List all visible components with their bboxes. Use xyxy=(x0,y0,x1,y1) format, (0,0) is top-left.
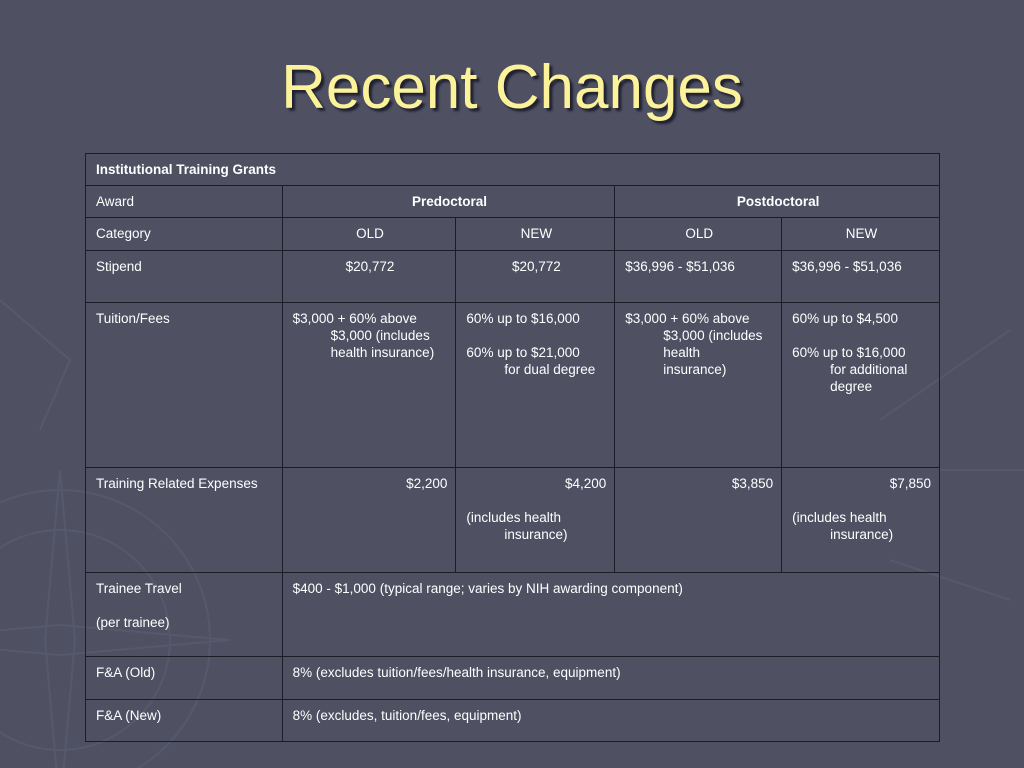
table-row-category xyxy=(86,218,940,251)
table-caption: Institutional Training Grants xyxy=(96,162,277,177)
tuition-pre-old-cell xyxy=(282,303,456,468)
training-grants-table xyxy=(85,153,940,742)
col-header-pre-old: OLD xyxy=(356,226,384,241)
table-row-fa-new xyxy=(86,700,940,742)
postdoctoral-header: Postdoctoral xyxy=(736,194,820,209)
tre-label: Training Related Expenses xyxy=(96,476,258,491)
travel-value-cell xyxy=(282,573,939,657)
fa-old-label-cell xyxy=(86,657,283,700)
travel-label: Trainee Travel xyxy=(96,581,182,596)
tre-pre-old-cell xyxy=(282,468,456,573)
tre-pre-new-note-line1: (includes health xyxy=(466,510,561,525)
col-header-post-new-cell xyxy=(782,218,940,251)
fa-new-value: 8% (excludes, tuition/fees, equipment) xyxy=(292,708,522,723)
tre-post-old-cell xyxy=(615,468,782,573)
award-label: Award xyxy=(96,194,135,209)
travel-label-sub: (per trainee) xyxy=(96,615,170,630)
tre-label-cell xyxy=(86,468,283,573)
travel-value: $400 - $1,000 (typical range; varies by NIH awarding component) xyxy=(292,581,683,596)
tre-post-new-note-line1: (includes health xyxy=(792,510,887,525)
tuition-post-new-line4: degree xyxy=(830,379,873,394)
tuition-pre-new-line1: 60% up to $16,000 xyxy=(466,311,580,326)
table-row-award xyxy=(86,186,940,218)
travel-label-cell xyxy=(86,573,283,657)
col-header-post-new: NEW xyxy=(845,226,878,241)
predoctoral-header-cell xyxy=(282,186,615,218)
stipend-post-new: $36,996 - $51,036 xyxy=(792,259,902,274)
tre-pre-old: $2,200 xyxy=(406,476,448,491)
tuition-post-new-line1: 60% up to $4,500 xyxy=(792,311,898,326)
stipend-label-cell xyxy=(86,251,283,303)
table-row-travel xyxy=(86,573,940,657)
fa-new-label: F&A (New) xyxy=(96,708,162,723)
col-header-post-old: OLD xyxy=(685,226,714,241)
tuition-post-old-line3: health xyxy=(663,345,701,360)
award-label-cell xyxy=(86,186,283,218)
tuition-pre-new-cell xyxy=(456,303,615,468)
col-header-pre-new: NEW xyxy=(520,226,553,241)
stipend-pre-new: $20,772 xyxy=(511,259,561,274)
tuition-pre-new-line2: 60% up to $21,000 xyxy=(466,345,580,360)
col-header-pre-old-cell xyxy=(282,218,456,251)
tre-pre-new-cell xyxy=(456,468,615,573)
postdoctoral-header-cell xyxy=(615,186,940,218)
stipend-post-new-cell xyxy=(782,251,940,303)
stipend-post-old-cell xyxy=(615,251,782,303)
slide-title: Recent Changes xyxy=(281,53,743,122)
tre-pre-new-note-line2: insurance) xyxy=(504,527,568,542)
fa-new-value-cell xyxy=(282,700,939,742)
tuition-pre-new-line3: for dual degree xyxy=(504,362,596,377)
tuition-post-old-line2: $3,000 (includes xyxy=(663,328,763,343)
fa-old-label: F&A (Old) xyxy=(96,665,156,680)
category-label: Category xyxy=(96,226,151,241)
stipend-label: Stipend xyxy=(96,259,142,274)
tre-post-new: $7,850 xyxy=(889,476,931,491)
tuition-pre-old-line2: $3,000 (includes xyxy=(330,328,430,343)
fa-new-label-cell xyxy=(86,700,283,742)
tuition-post-old-cell xyxy=(615,303,782,468)
tuition-post-new-cell xyxy=(782,303,940,468)
tuition-post-new-line3: for additional xyxy=(830,362,908,377)
table-row-caption xyxy=(86,154,940,186)
stipend-pre-new-cell xyxy=(456,251,615,303)
tre-post-new-cell xyxy=(782,468,940,573)
stipend-pre-old: $20,772 xyxy=(345,259,395,274)
tre-pre-new: $4,200 xyxy=(564,476,607,491)
caption-cell xyxy=(86,154,940,186)
stipend-pre-old-cell xyxy=(282,251,456,303)
tre-post-old: $3,850 xyxy=(731,476,774,491)
tuition-pre-old-line3: health insurance) xyxy=(330,345,435,360)
table-row-stipend xyxy=(86,251,940,303)
predoctoral-header: Predoctoral xyxy=(411,194,487,209)
tuition-label-cell xyxy=(86,303,283,468)
tre-post-new-note-line2: insurance) xyxy=(830,527,894,542)
col-header-post-old-cell xyxy=(615,218,782,251)
fa-old-value: 8% (excludes tuition/fees/health insurance, equipment) xyxy=(292,665,621,680)
table-row-tuition xyxy=(86,303,940,468)
tuition-post-new-line2: 60% up to $16,000 xyxy=(792,345,906,360)
table-row-training-expenses xyxy=(86,468,940,573)
table-row-fa-old xyxy=(86,657,940,700)
fa-old-value-cell xyxy=(282,657,939,700)
tuition-post-old-line1: $3,000 + 60% above xyxy=(625,311,750,326)
stipend-post-old: $36,996 - $51,036 xyxy=(625,259,735,274)
tuition-pre-old-line1: $3,000 + 60% above xyxy=(292,311,417,326)
col-header-pre-new-cell xyxy=(456,218,615,251)
tuition-label: Tuition/Fees xyxy=(96,311,170,326)
tuition-post-old-line4: insurance) xyxy=(663,362,727,377)
category-label-cell xyxy=(86,218,283,251)
